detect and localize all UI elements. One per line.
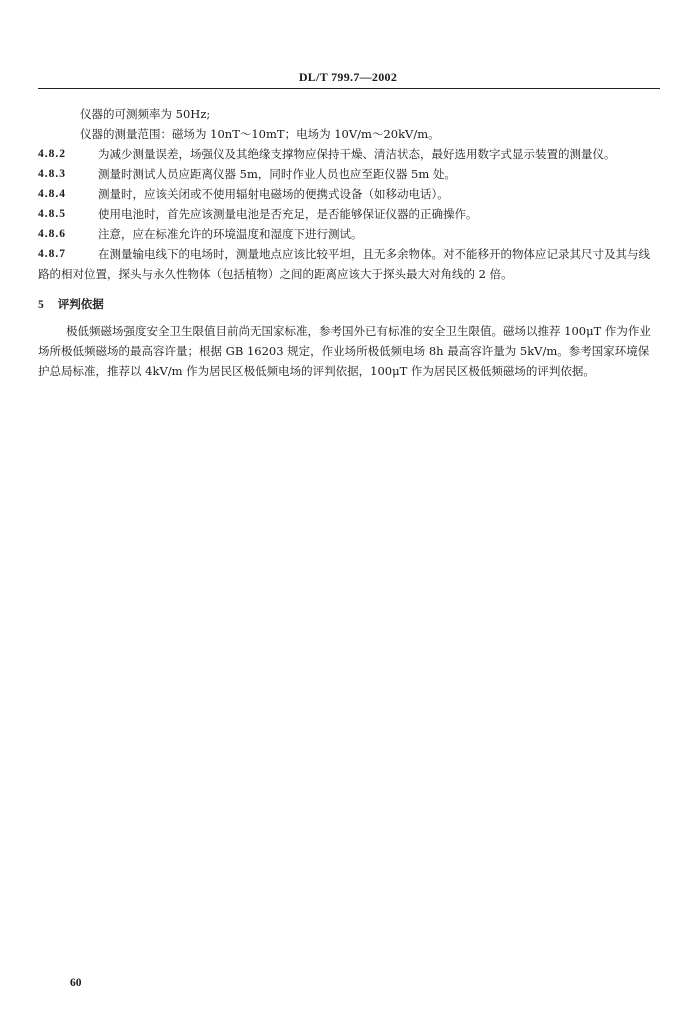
clause-4-8-7 [38,244,660,284]
clause-number: 4.8.3 [38,168,66,180]
clause-text: 注意，应在标准允许的环境温度和湿度下进行测试。 [98,227,363,241]
clause-number: 4.8.6 [38,228,66,240]
section-body: 极低频磁场强度安全卫生限值目前尚无国家标准，参考国外已有标准的安全卫生限值。磁场以推荐 100μT 作为作业场所极低频磁场的最高容许量；根据 GB 16203 规定，作业场所极低频电场 8h 最高容许量为 5kV/m。参考国家环境保护总局标准，推荐以 4kV/m 作为居民区极低频电场的评判依据，100μT 作为居民区极低频磁场的评判依据。 [38,324,651,378]
document-header: DL/T 799.7—2002 [298,70,398,84]
clause-number: 4.8.4 [38,188,66,200]
clause-number: 4.8.5 [38,208,66,220]
clause-text: 为减少测量误差，场强仪及其绝缘支撑物应保持干燥、清洁状态，最好选用数字式显示装置的测量仪。 [98,147,616,161]
page-content [38,104,660,381]
text-line: 仪器的测量范围：磁场为 10nT～10mT；电场为 10V/m～20kV/m。 [80,127,440,141]
header-rule [38,88,660,89]
text-line: 仪器的可测频率为 50Hz; [80,107,211,121]
clause-number: 4.8.2 [38,148,66,160]
clause-4-8-4 [38,184,660,204]
clause-text: 测量时测试人员应距离仪器 5m，同时作业人员也应至距仪器 5m 处。 [98,167,456,181]
section-number: 5 [38,299,44,311]
clause-4-8-6 [38,224,660,244]
section-title: 评判依据 [57,297,104,311]
page-number: 60 [70,977,82,989]
clause-4-8-2 [38,144,660,164]
clause-number: 4.8.7 [38,248,66,260]
section-heading [38,294,660,315]
clause-text: 在测量输电线下的电场时，测量地点应该比较平坦，且无多余物体。对不能移开的物体应记录其尺寸及其与线路的相对位置，探头与永久性物体（包括植物）之间的距离应该大于探头最大对角线的 2 倍。 [38,247,650,281]
clause-4-8-3 [38,164,660,184]
clause-4-8-5 [38,204,660,224]
clause-text: 测量时，应该关闭或不使用辐射电磁场的便携式设备（如移动电话）。 [98,187,449,201]
clause-text: 使用电池时，首先应该测量电池是否充足，是否能够保证仪器的正确操作。 [98,207,478,221]
